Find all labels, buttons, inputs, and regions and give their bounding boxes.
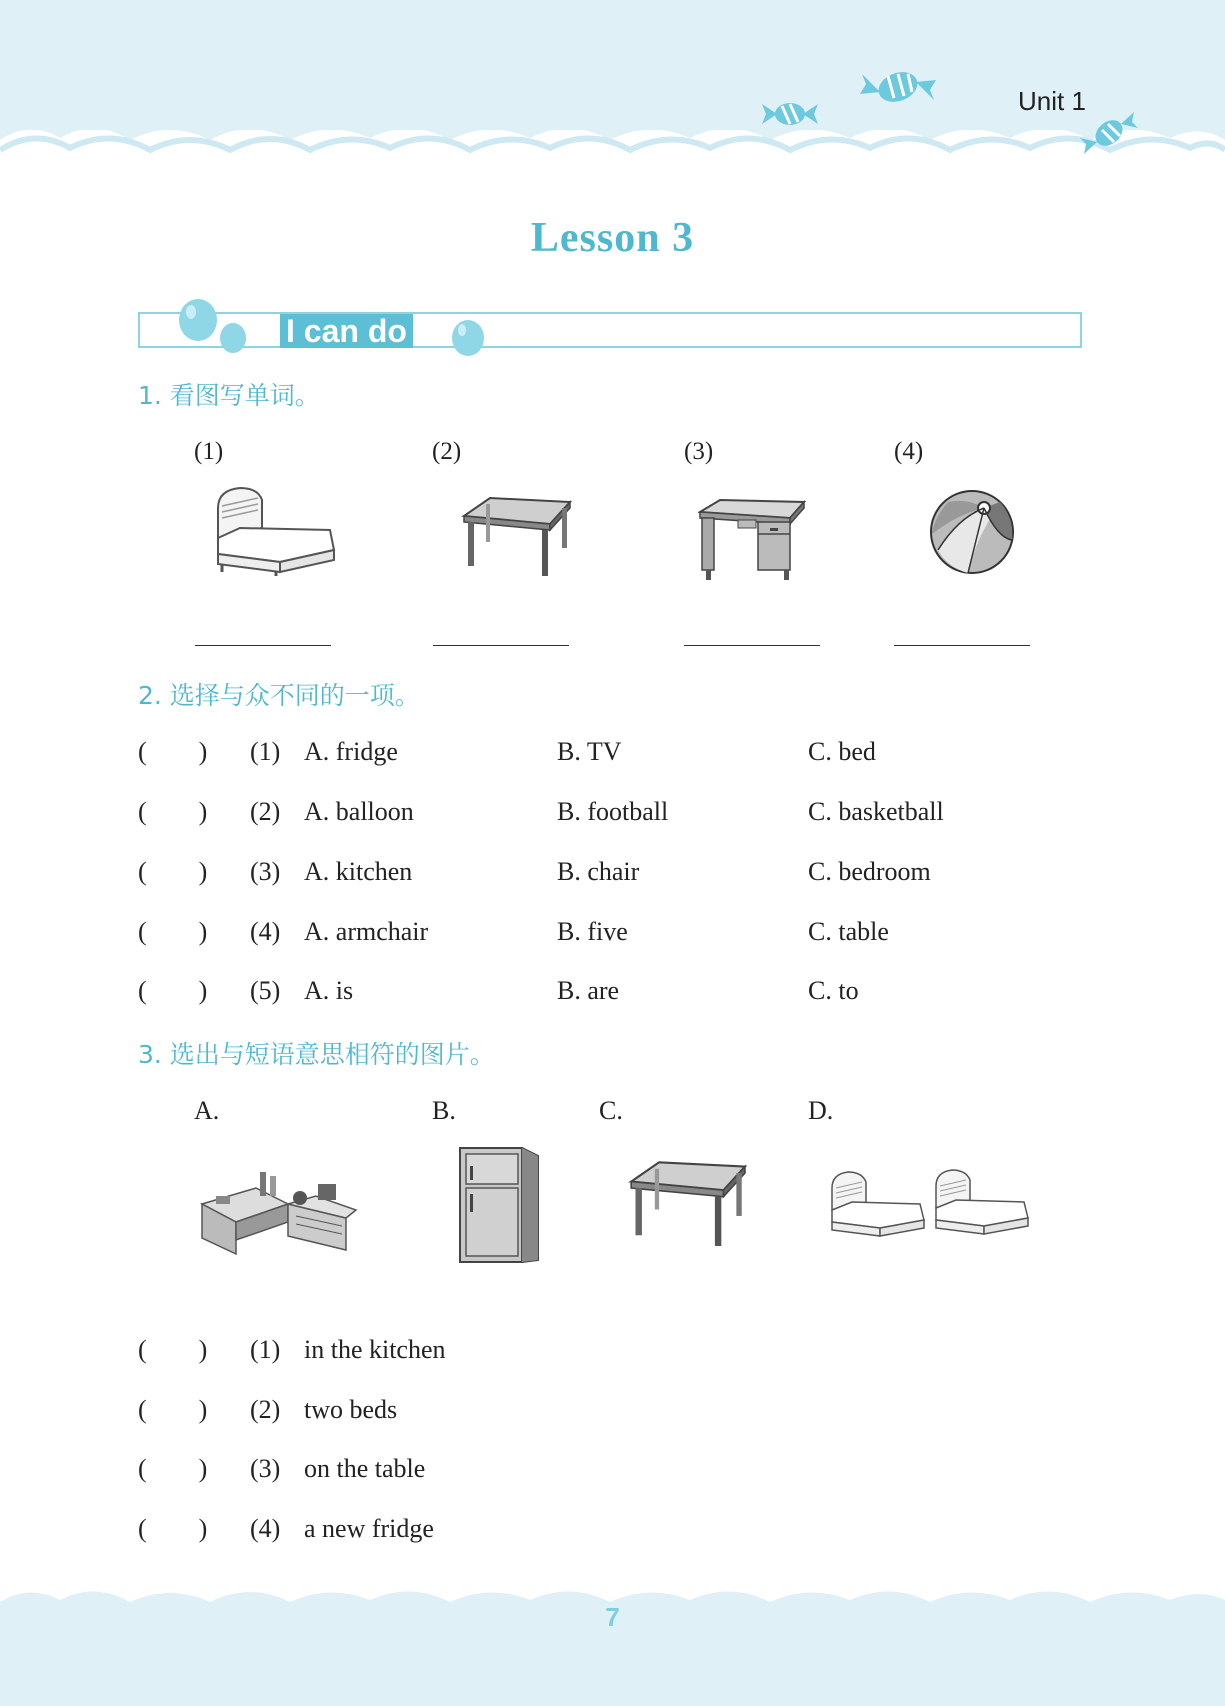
option-c: C. bed (808, 737, 876, 766)
page-number: 7 (605, 1602, 620, 1632)
phrase: in the kitchen (304, 1335, 446, 1364)
answer-blank[interactable]: ( ) (138, 1514, 208, 1543)
balloon-icon (178, 298, 258, 358)
bed-icon (210, 480, 340, 576)
picture-letter: D. (808, 1096, 834, 1125)
answer-line[interactable] (894, 645, 1030, 646)
unit-label: Unit 1 (1018, 86, 1086, 116)
item-number: (3) (684, 438, 714, 465)
answer-blank[interactable]: ( ) (138, 1335, 208, 1364)
lesson-title: Lesson 3 (530, 215, 695, 261)
answer-blank[interactable]: ( ) (138, 797, 208, 826)
question-number: (5) (250, 976, 281, 1005)
item-number: (4) (894, 438, 924, 465)
ball-icon (928, 488, 1016, 576)
phrase: on the table (304, 1454, 426, 1483)
candy-icon (858, 62, 938, 112)
answer-line[interactable] (684, 645, 820, 646)
option-a: A. balloon (304, 797, 414, 826)
question-number: (1) (250, 1335, 281, 1364)
candy-icon (760, 96, 820, 132)
option-a: A. armchair (304, 917, 429, 946)
two-beds-icon (828, 1166, 1030, 1240)
question-number: (1) (250, 737, 281, 766)
answer-blank[interactable]: ( ) (138, 1454, 208, 1483)
footer-wave-band (0, 1580, 1225, 1706)
question-number: (2) (250, 797, 281, 826)
option-b: B. football (557, 797, 669, 826)
option-c: C. to (808, 976, 859, 1005)
item-number: (2) (432, 438, 462, 465)
desk-icon (698, 498, 808, 582)
table-icon (624, 1158, 750, 1246)
question-number: (4) (250, 917, 281, 946)
section-1-title: 1. 看图写单词。 (138, 381, 320, 410)
question-number: (2) (250, 1395, 281, 1424)
item-number: (1) (194, 438, 224, 465)
option-b: B. are (557, 976, 620, 1005)
answer-blank[interactable]: ( ) (138, 857, 208, 886)
section-3-title: 3. 选出与短语意思相符的图片。 (138, 1040, 495, 1069)
phrase: a new fridge (304, 1514, 434, 1543)
fridge-icon (458, 1144, 542, 1264)
option-a: A. fridge (304, 737, 398, 766)
option-b: B. chair (557, 857, 640, 886)
answer-line[interactable] (195, 645, 331, 646)
kitchen-icon (196, 1166, 362, 1258)
phrase: two beds (304, 1395, 398, 1424)
question-number: (3) (250, 1454, 281, 1483)
answer-blank[interactable]: ( ) (138, 917, 208, 946)
option-a: A. kitchen (304, 857, 413, 886)
section-2-title: 2. 选择与众不同的一项。 (138, 681, 420, 710)
option-c: C. bedroom (808, 857, 931, 886)
answer-blank[interactable]: ( ) (138, 737, 208, 766)
balloon-icon (450, 318, 486, 360)
answer-blank[interactable]: ( ) (138, 976, 208, 1005)
answer-blank[interactable]: ( ) (138, 1395, 208, 1424)
picture-letter: C. (599, 1096, 623, 1125)
option-b: B. TV (557, 737, 622, 766)
question-number: (3) (250, 857, 281, 886)
picture-letter: B. (432, 1096, 456, 1125)
option-a: A. is (304, 976, 354, 1005)
question-number: (4) (250, 1514, 281, 1543)
option-c: C. table (808, 917, 889, 946)
option-c: C. basketball (808, 797, 944, 826)
answer-line[interactable] (433, 645, 569, 646)
banner-label: I can do (280, 314, 413, 348)
table-icon (460, 494, 572, 576)
picture-letter: A. (194, 1096, 220, 1125)
option-b: B. five (557, 917, 628, 946)
candy-icon (1080, 104, 1138, 162)
